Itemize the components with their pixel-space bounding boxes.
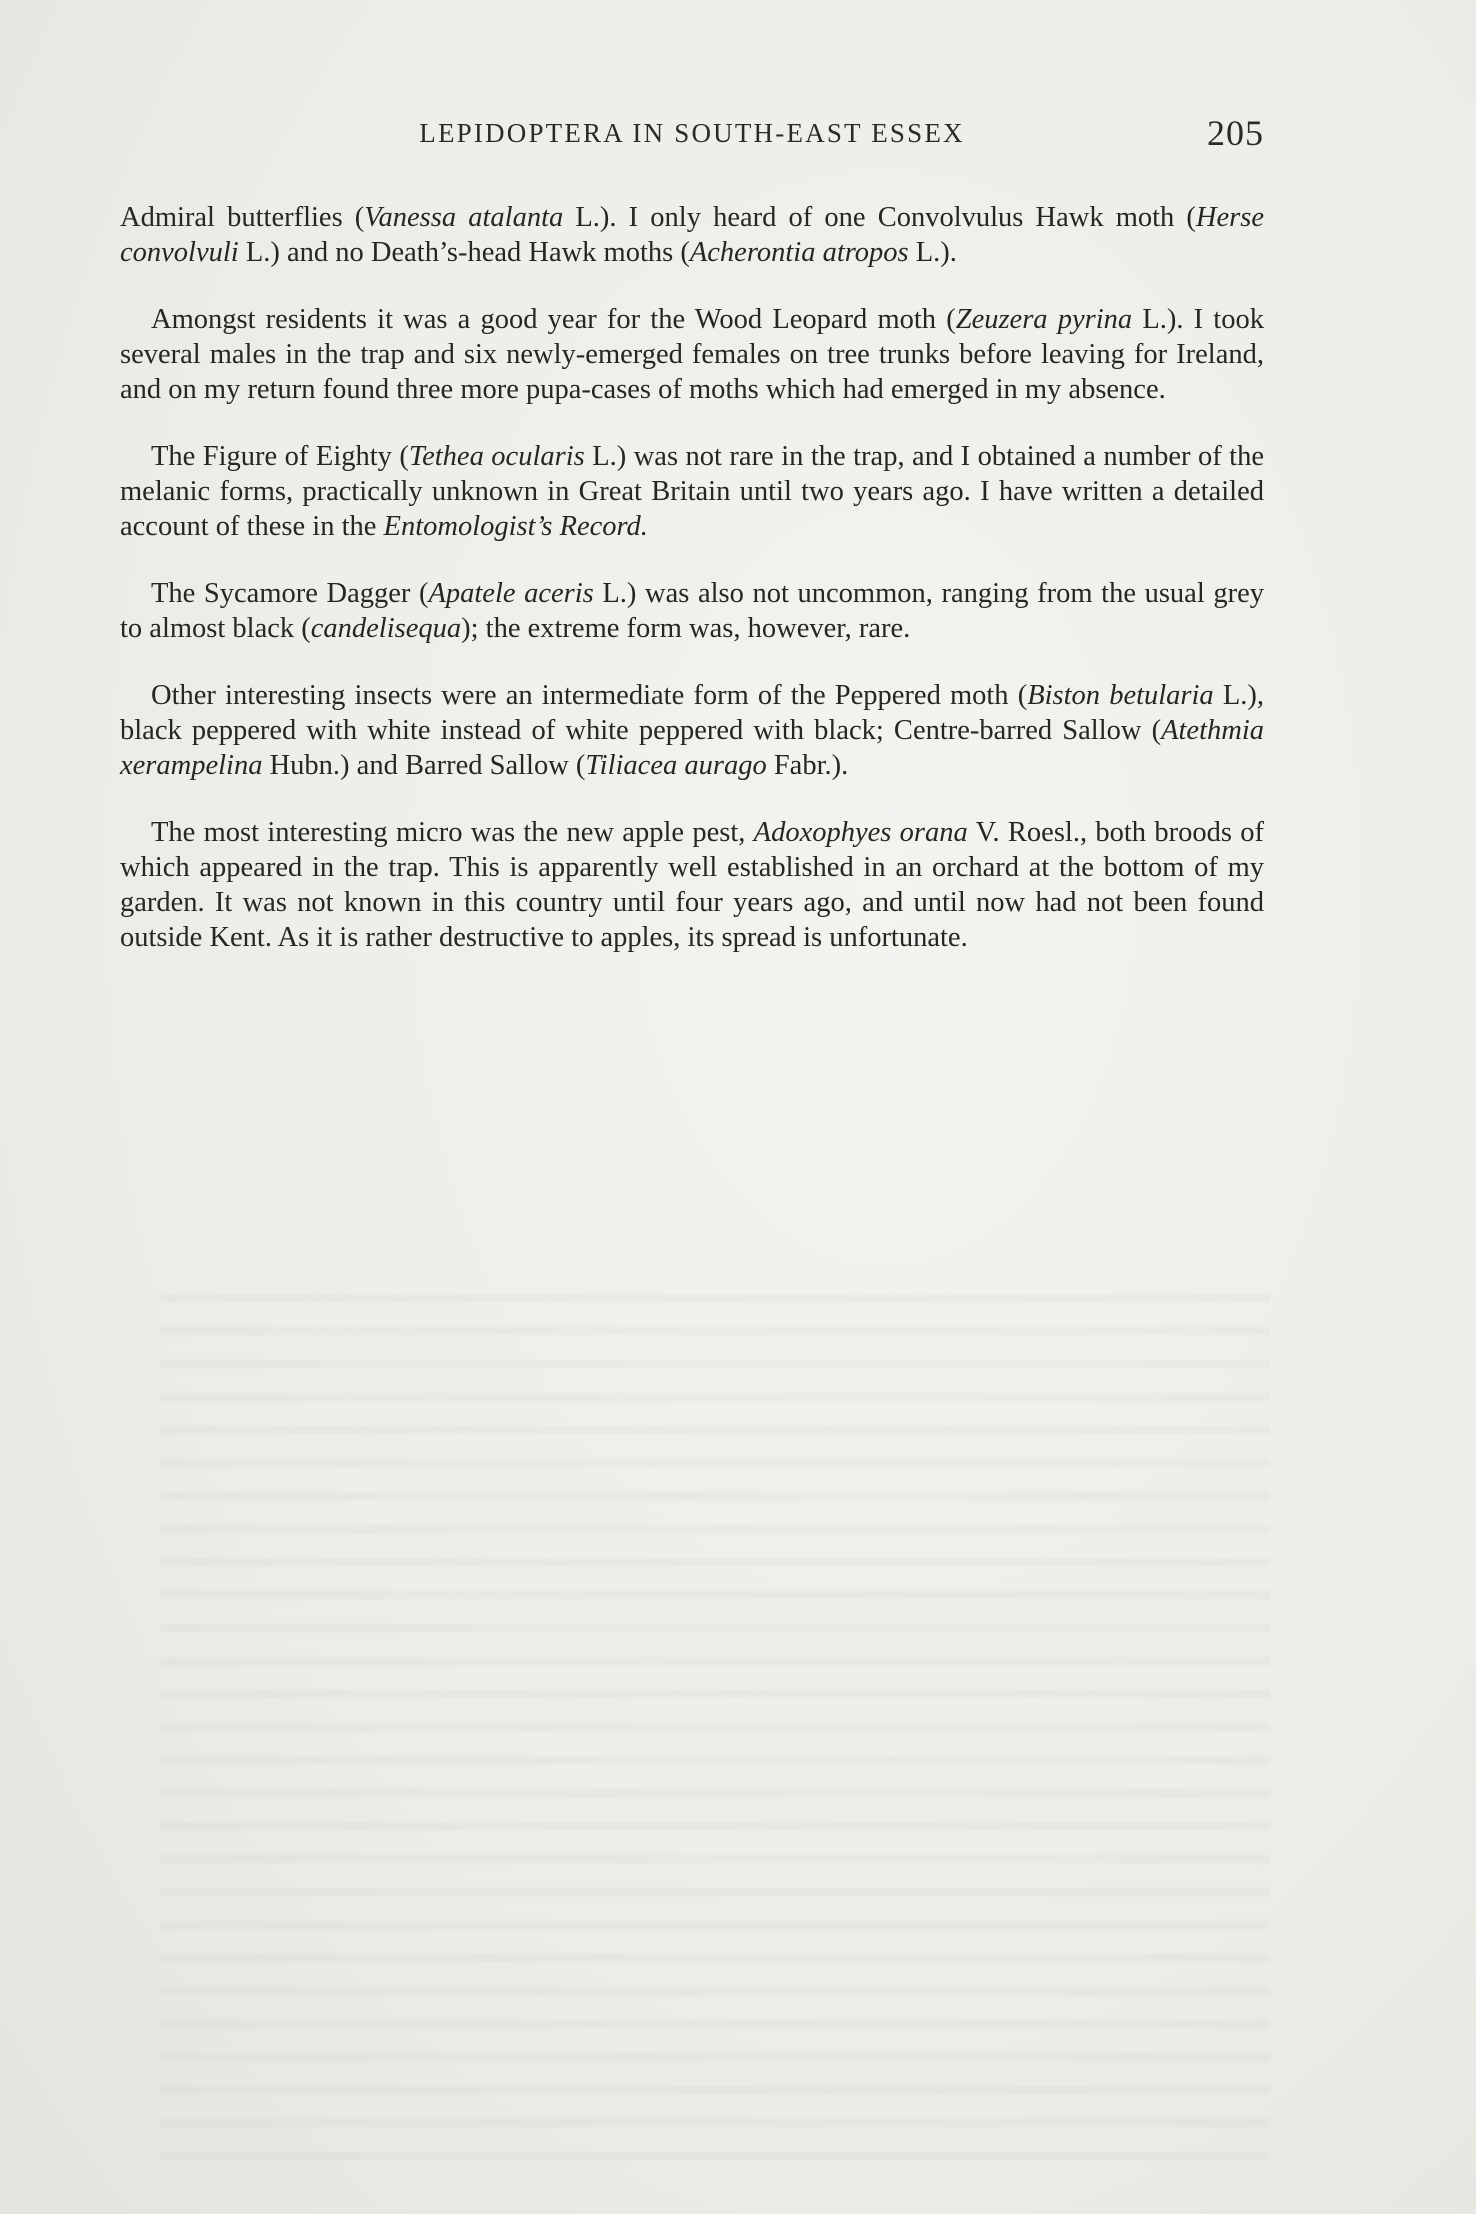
paragraph (120, 302, 1264, 407)
text-run: The Figure of Eighty ( (151, 441, 409, 472)
italic-text-run: Tiliacea aurago (585, 750, 767, 781)
paragraph (120, 576, 1264, 646)
paragraph (120, 439, 1264, 544)
italic-text-run: Herse convolvuli (120, 202, 1264, 268)
text-run: Fabr.). (766, 750, 849, 781)
paragraph (120, 200, 1264, 270)
text-run: Admiral butterflies ( (120, 202, 365, 233)
text-run: Hubn.) and Barred Sallow ( (262, 750, 586, 781)
text-run: L.). I took several males in the trap and six newly-emerged females on tree trunks before leaving for Ireland, and on my return found three more pupa-cases of moths which had emerged in my absence. (120, 304, 1264, 405)
page-header (120, 112, 1264, 160)
italic-text-run: Adoxophyes orana (753, 817, 968, 848)
text-run: L.) and no Death’s-head Hawk moths ( (238, 237, 690, 268)
text-run: V. Roesl., both broods of which appeared in the trap. This is apparently well established in an orchard at the bottom of my garden. It was not known in this country until four years ago, and until now had not been found outside Kent. As it is rather destructive to apples, its spread is unfortunate. (120, 817, 1265, 953)
running-head: LEPIDOPTERA IN SOUTH-EAST ESSEX (419, 118, 965, 148)
italic-text-run: Entomologist’s Record. (383, 511, 648, 542)
text-run: ); the extreme form was, however, rare. (461, 613, 911, 644)
text-run: L.) was also not uncommon, ranging from the usual grey to almost black ( (120, 578, 1264, 644)
bleed-through-text (160, 1280, 1270, 2180)
text-run: L.). I only heard of one Convolvulus Hawk moth ( (563, 202, 1196, 233)
body-text (120, 200, 1264, 987)
text-run: Other interesting insects were an intermediate form of the Peppered moth ( (151, 680, 1028, 711)
text-run: The most interesting micro was the new apple pest, (151, 817, 754, 848)
text-run: L.). (908, 237, 957, 268)
italic-text-run: Zeuzera pyrina (955, 304, 1133, 335)
page-number: 205 (1207, 113, 1264, 153)
italic-text-run: Atethmia xerampelina (120, 715, 1264, 781)
italic-text-run: Acherontia atropos (689, 237, 909, 268)
text-run: L.), black peppered with white instead of white peppered with black; Centre-barred Sallow ( (120, 680, 1264, 746)
italic-text-run: Vanessa atalanta (364, 202, 564, 233)
text-run: The Sycamore Dagger ( (151, 578, 429, 609)
italic-text-run: Tethea ocularis (408, 441, 585, 472)
paragraph (120, 815, 1264, 955)
italic-text-run: Apatele aceris (428, 578, 594, 609)
text-run: L.) was not rare in the trap, and I obtained a number of the melanic forms, practically unknown in Great Britain until two years ago. I have written a detailed account of these in the (120, 441, 1264, 542)
paragraph (120, 678, 1264, 783)
italic-text-run: candelisequa (310, 613, 462, 644)
text-run: Amongst residents it was a good year for the Wood Leopard moth ( (151, 304, 956, 335)
italic-text-run: Biston betularia (1027, 680, 1214, 711)
